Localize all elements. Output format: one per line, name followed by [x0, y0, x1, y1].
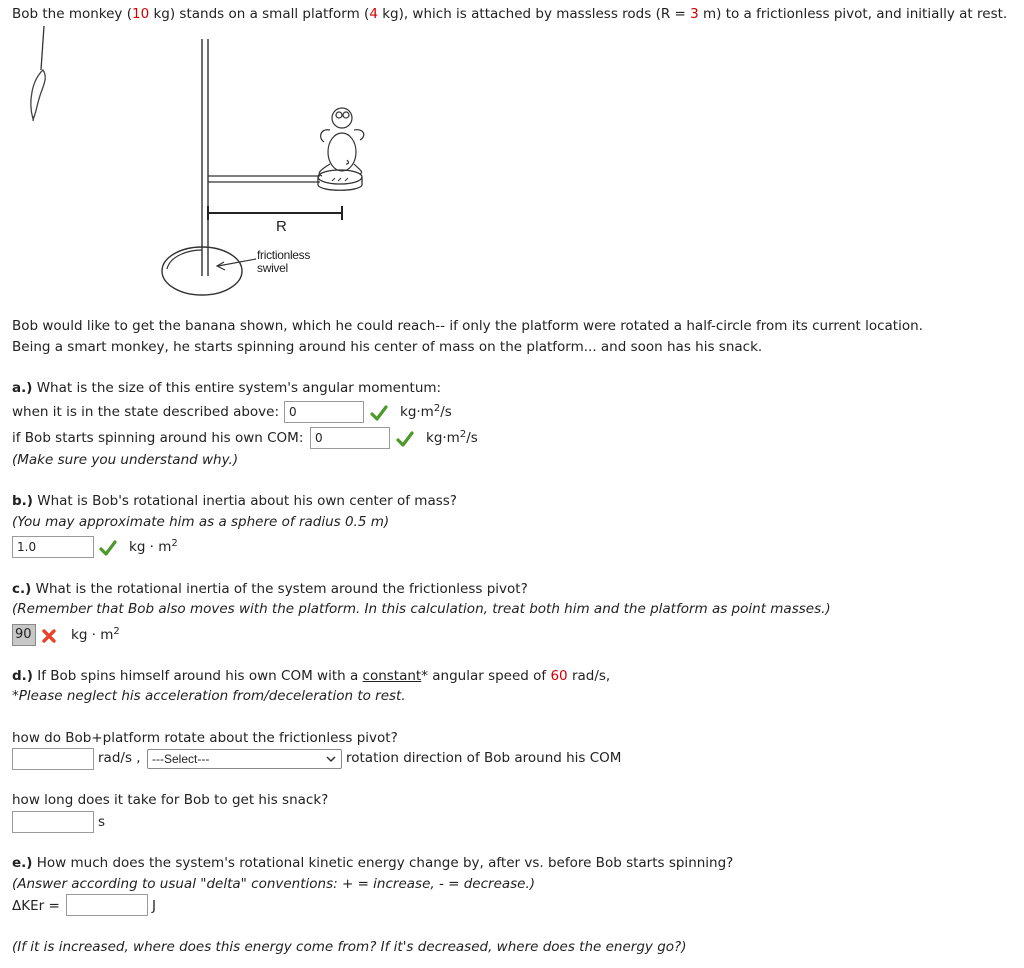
part-e-unit: J — [152, 898, 156, 914]
part-c-question — [12, 581, 528, 597]
unit-exponent: 2 — [459, 429, 467, 440]
platform-angular-speed-input[interactable] — [12, 748, 94, 770]
part-c-hint: (Remember that Bob also moves with the platform. In this calculation, treat both him and the platform as point masses.) — [12, 601, 831, 617]
part-a-label: a.) — [12, 380, 33, 396]
intro-text: Bob the monkey ( — [12, 6, 132, 22]
correct-check-icon — [396, 430, 414, 448]
part-d-footnote: *Please neglect his acceleration from/deceleration to rest. — [12, 688, 406, 704]
part-e-label: e.) — [12, 855, 33, 871]
part-b-question — [12, 493, 457, 509]
part-c-label: c.) — [12, 581, 32, 597]
banana-icon — [31, 26, 45, 121]
system-inertia-input[interactable]: 90 — [12, 624, 36, 646]
intro-text: m) to a frictionless pivot, and initially at rest. — [698, 6, 1008, 22]
correct-check-icon — [370, 404, 388, 422]
part-d-question — [12, 668, 610, 684]
part-d-text: rad/s, — [567, 668, 611, 684]
part-c-text: What is the rotational inertia of the system around the frictionless pivot? — [31, 581, 528, 597]
part-d-prompt-2: how long does it take for Bob to get his snack? — [12, 792, 329, 808]
snack-time-input[interactable] — [12, 811, 94, 833]
part-e-hint: (Answer according to usual "delta" conventions: + = increase, - = decrease.) — [12, 876, 536, 892]
part-d-label: d.) — [12, 668, 33, 684]
delta-ke-label: ΔKEr = — [12, 898, 60, 914]
part-d-prompt-1: how do Bob+platform rotate about the frictionless pivot? — [12, 730, 398, 746]
rod-icon — [208, 176, 320, 182]
problem-intro — [12, 6, 1007, 22]
monkey-platform-figure — [20, 24, 380, 309]
part-b-text: What is Bob's rotational inertia about his own center of mass? — [32, 493, 457, 509]
part-d-unit-1: rad/s , — [98, 750, 141, 766]
rotation-direction-select[interactable] — [147, 749, 342, 769]
part-b-unit — [129, 539, 178, 555]
platform-mass-value: 4 — [369, 6, 378, 22]
part-a-text: What is the size of this entire system's angular momentum: — [32, 380, 442, 396]
swivel-label-line1: frictionless — [257, 248, 311, 262]
unit-text: kg·m — [426, 430, 460, 446]
delta-ke-input[interactable] — [66, 894, 148, 916]
intro-text: kg), which is attached by massless rods (R = — [377, 6, 691, 22]
bob-mass-value: 10 — [131, 6, 150, 22]
part-d-unit-2: s — [98, 814, 106, 830]
story-line-1: Bob would like to get the banana shown, which he could reach-- if only the platform were rotated a half-circle from its current location. — [12, 318, 923, 334]
part-e-question — [12, 855, 733, 871]
unit-text: kg · m — [71, 627, 114, 643]
correct-check-icon — [99, 539, 117, 557]
intro-text: kg) stands on a small platform ( — [149, 6, 370, 22]
angular-momentum-rest-input[interactable]: 0 — [284, 401, 364, 423]
platform-icon — [318, 170, 362, 190]
swivel-arrow-icon — [217, 259, 256, 270]
part-a-row2-label: if Bob starts spinning around his own COM: — [12, 430, 304, 446]
part-a-row1-unit — [400, 404, 452, 420]
part-b-label: b.) — [12, 493, 33, 509]
part-a-question — [12, 380, 441, 396]
unit-exponent: 2 — [433, 403, 441, 414]
part-c-unit — [71, 627, 120, 643]
radius-dimension — [208, 206, 342, 220]
part-b-hint: (You may approximate him as a sphere of radius 0.5 m) — [12, 514, 390, 530]
incorrect-cross-icon — [40, 627, 58, 645]
swivel-label-line2: swivel — [257, 261, 288, 275]
unit-text: kg·m — [400, 404, 434, 420]
monkey-icon — [319, 108, 364, 176]
radius-label: R — [276, 218, 287, 235]
bob-inertia-input[interactable]: 1.0 — [12, 536, 94, 558]
part-a-note: (Make sure you understand why.) — [12, 452, 239, 468]
story-line-2: Being a smart monkey, he starts spinning around his center of mass on the platform... and soon has his snack. — [12, 339, 763, 355]
unit-text: kg · m — [129, 539, 172, 555]
chevron-down-icon — [325, 753, 337, 765]
part-d-text: * angular speed of — [421, 668, 551, 684]
constant-link[interactable]: constant — [362, 668, 422, 684]
unit-exponent: 2 — [171, 538, 178, 549]
part-e-text: How much does the system's rotational kinetic energy change by, after vs. before Bob starts spinning? — [32, 855, 734, 871]
unit-exponent: 2 — [113, 626, 120, 637]
unit-text: /s — [466, 430, 478, 446]
radius-value: 3 — [690, 6, 699, 22]
part-d-after-select: rotation direction of Bob around his COM — [346, 750, 622, 766]
swivel-label — [257, 249, 310, 275]
rotation-direction-selected: ---Select--- — [152, 752, 210, 766]
angular-momentum-spinning-input[interactable]: 0 — [310, 427, 390, 449]
part-a-row2-unit — [426, 430, 478, 446]
unit-text: /s — [440, 404, 452, 420]
part-e-footer: (If it is increased, where does this energy come from? If it's decreased, where does the energy go?) — [12, 939, 687, 955]
part-d-text: If Bob spins himself around his own COM with a — [32, 668, 363, 684]
angular-speed-value: 60 — [550, 668, 568, 684]
pole-icon — [202, 39, 208, 276]
part-a-row1-label: when it is in the state described above: — [12, 404, 280, 420]
